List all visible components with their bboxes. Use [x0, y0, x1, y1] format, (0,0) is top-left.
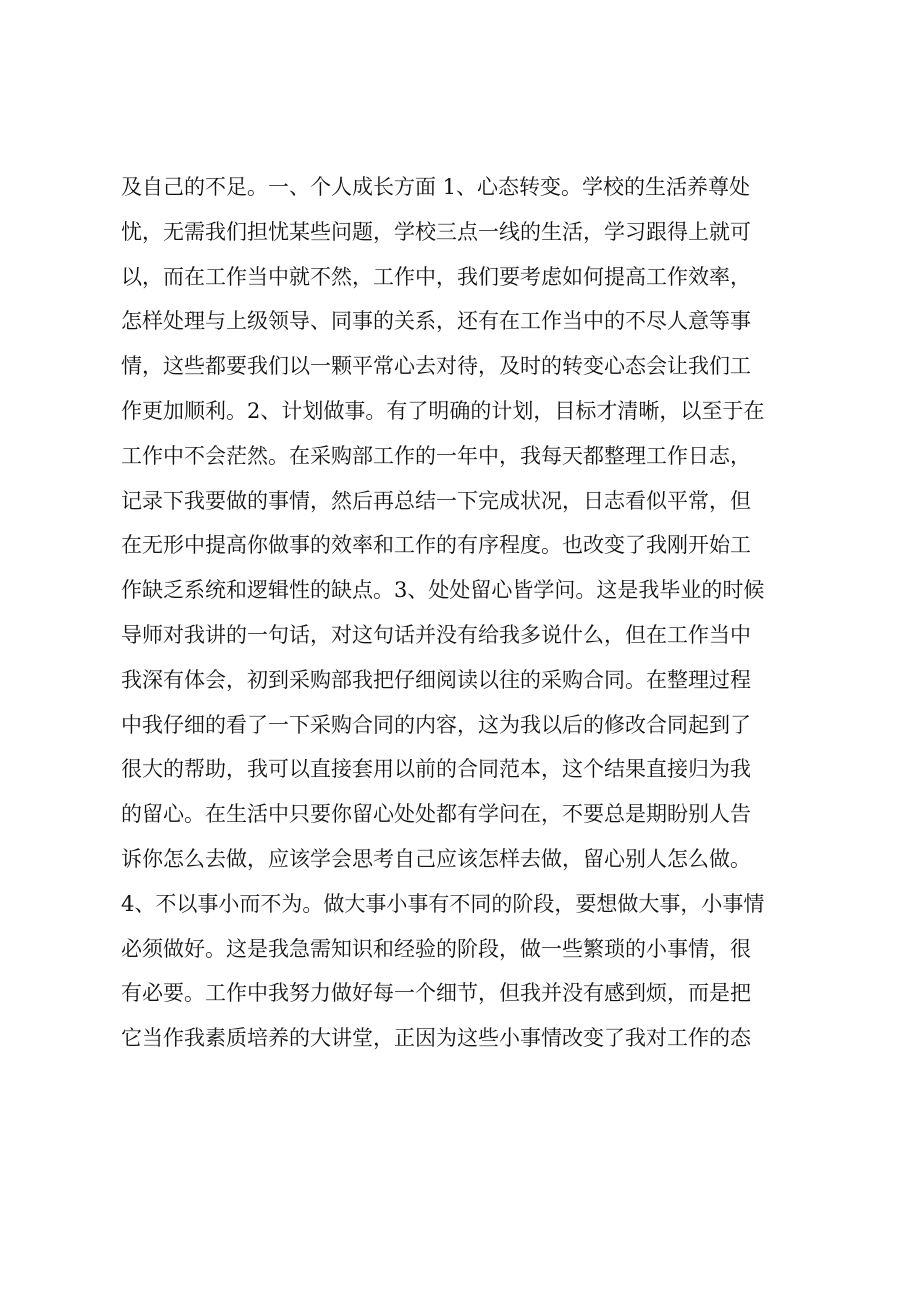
text-line-18: 必须做好。这是我急需知识和经验的阶段，做一些繁琐的小事情，很 — [121, 936, 751, 961]
text-line-12: 我深有体会，初到采购部我把仔细阅读以往的采购合同。在整理过程 — [121, 667, 751, 692]
text-line-15: 的留心。在生活中只要你留心处处都有学问在，不要总是期盼别人告 — [121, 802, 751, 827]
text-line-9: 在无形中提高你做事的效率和工作的有序程度。也改变了我刚开始工 — [121, 533, 751, 558]
text-line-16: 诉你怎么去做，应该学会思考自己应该怎样去做，留心别人怎么做。 — [121, 846, 751, 871]
text-line-8: 记录下我要做的事情，然后再总结一下完成状况，日志看似平常，但 — [121, 488, 751, 513]
text-line-4: 怎样处理与上级领导、同事的关系，还有在工作当中的不尽人意等事 — [121, 309, 751, 334]
text-line-17: 4、不以事小而不为。做大事小事有不同的阶段，要想做大事，小事情 — [121, 891, 765, 916]
text-line-11: 导师对我讲的一句话，对这句话并没有给我多说什么，但在工作当中 — [121, 622, 751, 647]
text-line-7: 工作中不会茫然。在采购部工作的一年中，我每天都整理工作日志， — [121, 443, 751, 468]
body-text — [121, 165, 821, 1061]
text-line-1: 及自己的不足。一、个人成长方面 1、心态转变。学校的生活养尊处 — [121, 175, 751, 199]
text-line-5: 情，这些都要我们以一颗平常心去对待，及时的转变心态会让我们工 — [121, 354, 751, 379]
text-line-14: 很大的帮助，我可以直接套用以前的合同范本，这个结果直接归为我 — [121, 757, 751, 782]
text-line-20: 它当作我素质培养的大讲堂，正因为这些小事情改变了我对工作的态 — [121, 1026, 751, 1051]
text-line-3: 以，而在工作当中就不然，工作中，我们要考虑如何提高工作效率， — [121, 264, 751, 289]
text-line-19: 有必要。工作中我努力做好每一个细节，但我并没有感到烦，而是把 — [121, 981, 751, 1006]
text-line-10: 作缺乏系统和逻辑性的缺点。3、处处留心皆学问。这是我毕业的时候 — [121, 578, 765, 603]
text-line-6: 作更加顺利。2、计划做事。有了明确的计划，目标才清晰，以至于在 — [121, 398, 765, 423]
text-line-13: 中我仔细的看了一下采购合同的内容，这为我以后的修改合同起到了 — [121, 712, 751, 737]
text-line-2: 忧，无需我们担忧某些问题，学校三点一线的生活，学习跟得上就可 — [121, 219, 751, 244]
